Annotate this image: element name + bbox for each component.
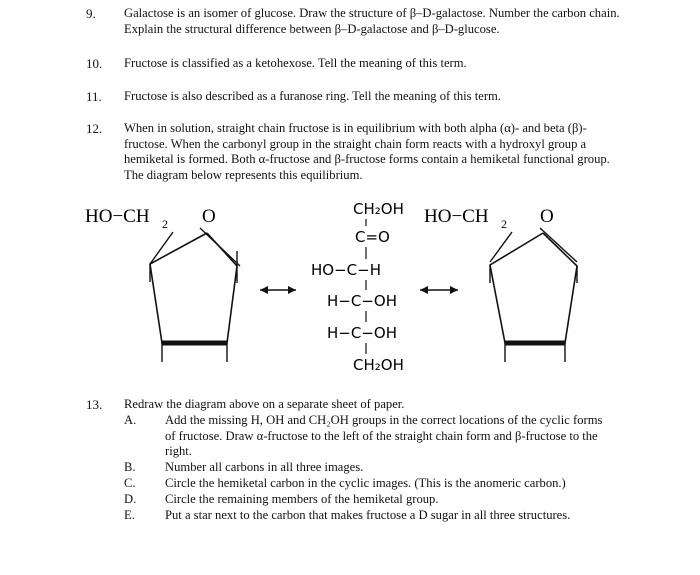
subitem-label: B. bbox=[124, 460, 136, 474]
question-text: Fructose is also described as a furanose ring. Tell the meaning of this term. bbox=[124, 89, 501, 103]
question-text: Redraw the diagram above on a separate sheet of paper. bbox=[124, 397, 405, 411]
question-number: 10. bbox=[86, 56, 103, 71]
question-text: Galactose is an isomer of glucose. Draw the structure of β–D-galactose. Number the carbon chain. Explain the structural difference between β–D-galactose and β–D-glucose. bbox=[124, 6, 620, 36]
question-number: 13. bbox=[86, 397, 103, 412]
subitem-text: Circle the remaining members of the hemiketal group. bbox=[165, 492, 439, 506]
subitem-label: E. bbox=[124, 508, 135, 522]
right-ring-hoch-label: HO−CH bbox=[424, 206, 489, 227]
question-text: Fructose is classified as a ketohexose. Tell the meaning of this term. bbox=[124, 56, 467, 70]
subitem-text: Number all carbons in all three images. bbox=[165, 460, 364, 474]
subitem-text: Add the missing H, OH and CH₂OH groups in the correct locations of the cyclic forms of fructose. Draw α-fructose to the left of the straight chain form and β-fructose to the right. bbox=[165, 413, 603, 458]
left-ring-hoch-label: HO−CH bbox=[85, 206, 150, 227]
subitem-label: D. bbox=[124, 492, 137, 506]
alpha-fructose-ring bbox=[85, 206, 240, 362]
right-ring-bond bbox=[540, 228, 577, 262]
right-ring-hoch-subscript: 2 bbox=[501, 217, 507, 231]
chain-ch2oh-top: CH₂OH bbox=[353, 200, 404, 218]
question-number: 11. bbox=[86, 89, 102, 104]
subitem-text: Circle the hemiketal carbon in the cyclic images. (This is the anomeric carbon.) bbox=[165, 476, 566, 490]
beta-fructose-ring bbox=[424, 206, 577, 362]
left-ring-outline bbox=[150, 233, 237, 343]
right-ring-oxygen-label: O bbox=[540, 206, 554, 227]
left-equilibrium-arrow bbox=[260, 286, 296, 294]
chain-c5: H−C−OH bbox=[327, 324, 397, 342]
subitem-text: Put a star next to the carbon that makes fructose a D sugar in all three structures. bbox=[165, 508, 571, 522]
chain-c3: HO−C−H bbox=[311, 261, 381, 279]
chain-c4: H−C−OH bbox=[327, 292, 397, 310]
left-ring-hoch-subscript: 2 bbox=[162, 217, 168, 231]
chain-ch2oh-bottom: CH₂OH bbox=[353, 356, 404, 374]
chain-carbonyl: C=O bbox=[355, 228, 390, 246]
subitem-label: A. bbox=[124, 413, 137, 427]
question-number: 9. bbox=[86, 6, 96, 21]
question-text: When in solution, straight chain fructose is in equilibrium with both alpha (α)- and beta (β)- fructose. When the carbonyl group in the straight chain form reacts with a hydroxyl group a hemiketal is formed. Both α-fructose and β-fructose forms contain a hemiketal functional group. The diagram below represents this equilibrium. bbox=[124, 121, 610, 182]
question-number: 12. bbox=[86, 121, 103, 136]
straight-chain-fructose bbox=[311, 200, 404, 374]
right-equilibrium-arrow bbox=[420, 286, 458, 294]
left-ring-substituent-bond bbox=[150, 232, 173, 264]
subitem-label: C. bbox=[124, 476, 136, 490]
left-ring-oxygen-label: O bbox=[202, 206, 216, 227]
